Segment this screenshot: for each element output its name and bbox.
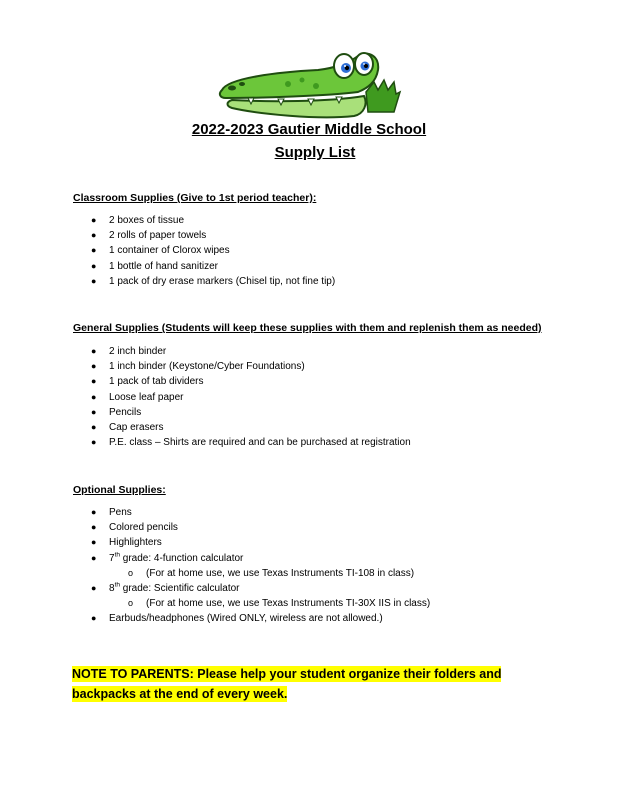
- note-line-2: backpacks at the end of every week.: [72, 687, 288, 701]
- page-title: 2022-2023 Gautier Middle School: [191, 121, 427, 138]
- page-subtitle: Supply List: [274, 144, 356, 161]
- bullet-icon: ●: [91, 391, 97, 402]
- circle-bullet-icon: o: [128, 567, 134, 578]
- note-line-1: NOTE TO PARENTS: Please help your student organize their folders and: [72, 667, 502, 681]
- optional-supplies-heading: Optional Supplies:: [73, 484, 166, 496]
- bullet-icon: ●: [91, 406, 97, 417]
- bullet-icon: ●: [91, 260, 97, 271]
- general-supplies-heading: General Supplies (Students will keep these supplies with them and replenish them as needed): [73, 322, 542, 334]
- bullet-icon: ●: [91, 537, 97, 548]
- bullet-icon: ●: [91, 437, 97, 448]
- classroom-supplies-heading: Classroom Supplies (Give to 1st period teacher):: [73, 192, 317, 204]
- bullet-icon: ●: [91, 376, 97, 387]
- bullet-icon: ●: [91, 421, 97, 432]
- bullet-icon: ●: [91, 613, 97, 624]
- supply-list-page: 2022-2023 Gautier Middle School Supply List Classroom Supplies (Give to 1st period teacher): ● 2 boxes of tissue ● 2 rolls of paper towels ● 1 container of Clorox wipes ● 1 bottle of hand sanitizer ● 1 pack of dry erase markers (Chisel tip, not fine tip) General Supplies (Students will keep these supplies with them and replenish them as needed) ● 2 inch binder ● 1 inch binder (Keystone/Cyber Foundations) ● 1 pack of tab dividers ● Loose leaf paper ● Pencils ● Cap erasers ● P.E. class – Shirts are required and can be purchased at registration Optional Supplies: ● Pens ● Colored pencils ● Highlighters ● 7th grade: 4-function calculator o (For at home use, we use Texas Instruments TI-108 in class) ● 8th grade: Scientific calculator o (For at home use, we use Texas Instruments TI-30X IIS in class) ● Earbuds/headphones (Wired ONLY, wireless are not allowed.) NOTE TO PARENTS: Please help your student organize their folders and backpacks at the end of every week.: [0, 0, 618, 800]
- alligator-mascot-icon: [218, 52, 404, 120]
- bullet-icon: ●: [91, 552, 97, 563]
- note-to-parents: [72, 664, 501, 704]
- circle-bullet-icon: o: [128, 598, 134, 609]
- bullet-icon: ●: [91, 275, 97, 286]
- bullet-icon: ●: [91, 230, 97, 241]
- bullet-icon: ●: [91, 346, 97, 356]
- bullet-icon: ●: [91, 361, 97, 372]
- bullet-icon: ●: [91, 215, 97, 225]
- bullet-icon: ●: [91, 507, 97, 517]
- bullet-icon: ●: [91, 245, 97, 256]
- bullet-icon: ●: [91, 522, 97, 533]
- bullet-icon: ●: [91, 582, 97, 593]
